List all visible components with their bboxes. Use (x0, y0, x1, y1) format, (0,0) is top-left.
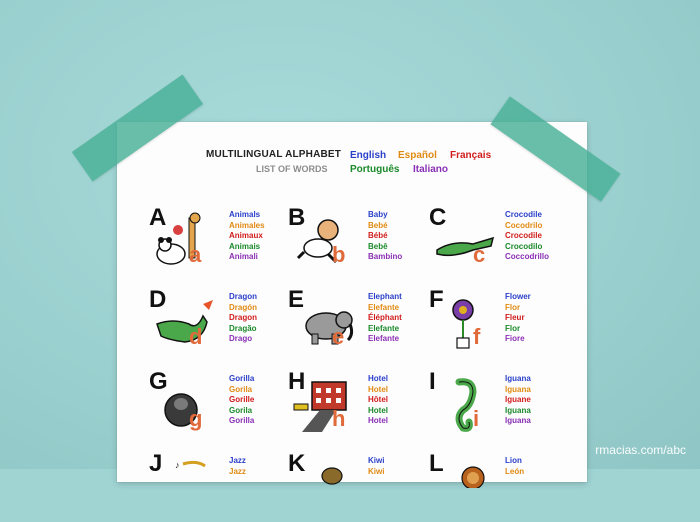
word-list: Gorilla Gorila Gorille Gorila Gorilla (229, 374, 255, 425)
watermark-text: rmacias.com/abc (595, 443, 686, 457)
uppercase-letter: G (149, 368, 168, 395)
word-list: Animals Animales Animaux Animais Animali (229, 210, 265, 261)
lowercase-letter: c (473, 242, 486, 267)
uppercase-letter: B (288, 204, 306, 231)
poster-subtitle: LIST OF WORDS (256, 164, 328, 174)
uppercase-letter: C (429, 204, 447, 231)
word-list: Hotel Hotel Hôtel Hotel Hotel (368, 374, 388, 425)
word-list: Crocodile Cocodrilo Crocodile Crocodilo Coccodrillo (505, 210, 550, 261)
letter-cell-d (149, 286, 289, 358)
lowercase-letter: a (189, 242, 202, 267)
uppercase-letter: J (149, 450, 163, 477)
word-list: Flower Flor Fleur Flor Fiore (505, 292, 531, 343)
letter-cell-h (288, 368, 428, 440)
letter-cell-g (149, 368, 289, 440)
letter-cell-f (429, 286, 569, 358)
word-list: Lion León (505, 456, 525, 476)
crocodile-icon (433, 212, 497, 270)
lowercase-letter: d (189, 324, 203, 349)
word-list: Elephant Elefante Éléphant Elefante Elefante (368, 292, 402, 343)
poster-title: MULTILINGUAL ALPHABET (206, 149, 342, 160)
letter-cell-b (288, 204, 428, 276)
letter-cell-l (429, 450, 569, 522)
lowercase-letter: e (332, 324, 345, 349)
uppercase-letter: L (429, 450, 444, 477)
letter-cell-e (288, 286, 428, 358)
word-list: Dragon Dragón Dragon Dragão Drago (229, 292, 257, 343)
svg-text:♪: ♪ (175, 460, 180, 470)
letter-cell-j (149, 450, 289, 522)
animals-icon (153, 212, 213, 270)
lowercase-letter: b (332, 242, 346, 267)
letter-cell-i (429, 368, 569, 440)
lowercase-letter: f (473, 324, 481, 349)
flower-icon (433, 294, 497, 352)
lowercase-letter: i (473, 406, 480, 431)
jazz-icon (153, 458, 217, 488)
word-list: Baby Bebé Bébé Bebê Bambino (368, 210, 403, 261)
lowercase-letter: g (189, 406, 203, 431)
alphabet-poster (117, 122, 587, 482)
letter-cell-a (149, 204, 289, 276)
word-list: Kiwi Kiwi (368, 456, 385, 476)
language-espanol: Español (398, 150, 437, 161)
word-list: Jazz Jazz (229, 456, 246, 476)
iguana-icon (433, 376, 497, 434)
language-francais: Français (450, 150, 492, 161)
uppercase-letter: D (149, 286, 167, 313)
letter-cell-k (288, 450, 428, 522)
hotel-icon (292, 376, 356, 434)
dragon-icon (153, 294, 217, 352)
letter-cell-c (429, 204, 569, 276)
uppercase-letter: A (149, 204, 167, 231)
word-list: Iguana Iguana Iguane Iguana Iguana (505, 374, 531, 425)
lowercase-letter: h (332, 406, 346, 431)
gorilla-icon (153, 376, 217, 434)
uppercase-letter: K (288, 450, 306, 477)
elephant-icon (292, 294, 356, 352)
uppercase-letter: E (288, 286, 305, 313)
language-italiano: Italiano (413, 164, 449, 175)
language-portugues: Português (350, 164, 400, 175)
uppercase-letter: H (288, 368, 306, 395)
uppercase-letter: F (429, 286, 444, 313)
uppercase-letter: I (429, 368, 436, 395)
language-english: English (350, 150, 387, 161)
kiwi-icon (292, 458, 356, 488)
lion-icon (433, 458, 497, 488)
